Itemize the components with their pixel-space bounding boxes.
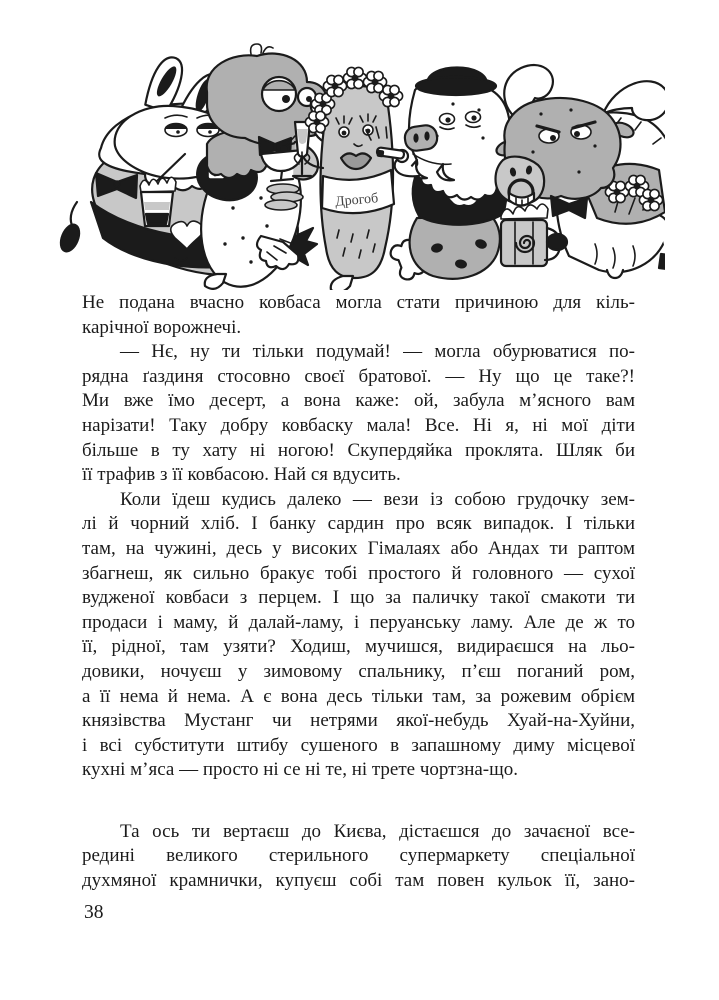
text-line: її трафив з її ковбасою. Най ся вдусить. xyxy=(82,464,401,486)
text-line: вудженої ковбаси з перцем. І що за паличку такої смакоти ти xyxy=(82,587,635,609)
text-block xyxy=(82,291,635,894)
text-line: — Нє, ну ти тільки подумай! — могла обурюватися по- xyxy=(120,341,635,363)
boar-snout xyxy=(403,124,438,152)
text-line: і всі субститути штибу сушеного в запашному диму місцевої xyxy=(82,734,635,756)
text-line: Та ось ти вертаєш до Києва, дістаєшся до зачаєної все- xyxy=(120,820,635,842)
text-line: Ми вже їмо десерт, а вона каже: ой, забула м’ясного вам xyxy=(82,390,635,412)
text-line: Коли їдеш кудись далеко — вези із собою грудочку зем- xyxy=(120,488,635,510)
text-line: а її нема й нема. А є вона десь тільки там, за рожевим обрієм xyxy=(82,685,635,707)
paragraph xyxy=(82,340,635,488)
paragraph xyxy=(82,820,635,894)
sausage-tied-end xyxy=(205,274,226,289)
text-line: там, на чужині, десь у високих Гімалаях або Андах ти раптом xyxy=(82,537,635,559)
text-line: її, рідної, там узяти? Ходиш, мучишся, видираєшся на льо- xyxy=(82,636,635,658)
text-line: рядна ґаздиня стосовно своєї братової. — Ну що це таке?! xyxy=(82,365,635,387)
sausage-party-drawing xyxy=(55,26,665,290)
chapter-illustration xyxy=(55,26,665,290)
page-number: 38 xyxy=(84,902,104,923)
text-line: кухні м’яса — просто ні се ні те, ні трете чортзна-що. xyxy=(82,759,519,781)
top-hat xyxy=(416,68,496,96)
text-line: довики, ночуєш у зимовому спальнику, п’єш поганий ром, xyxy=(82,660,635,682)
paragraph xyxy=(82,291,635,340)
text-line: Не подана вчасно ковбаса могла стати причиною для кіль- xyxy=(82,292,635,313)
paragraph xyxy=(82,488,635,783)
bull-yak-character xyxy=(494,65,665,278)
sausage-tied-end xyxy=(331,276,353,290)
text-line: продаси і маму, й далай-ламу, і перуанську ламу. Але де ж то xyxy=(82,611,635,633)
text-line: князівства Мустанг чи нетрями якої-небудь Хуай-на-Хуйни, xyxy=(82,710,635,732)
text-line: збагнеш, як сильно бракує тобі простого й головного — сухої xyxy=(82,562,635,584)
text-line: духмяної крамнички, купуєш собі там повен кульок її, зано- xyxy=(82,870,635,892)
sausage-slices xyxy=(265,184,303,210)
text-line: лі й чорний хліб. І банку сардин про всяк випадок. І тільки xyxy=(82,513,635,535)
text-line: карічної ворожнечі. xyxy=(82,316,242,338)
text-line: більше в ту хату ні ногою! Скупердяйка проклята. Шляк би xyxy=(82,439,635,461)
text-line: редині великого стерильного супермаркету спеціальної xyxy=(82,845,635,867)
text-line: нарізати! Таку добру ковбаску мала! Все. Ні я, ні мої діти xyxy=(82,414,635,436)
sash-label: Дрогоб xyxy=(334,191,379,210)
